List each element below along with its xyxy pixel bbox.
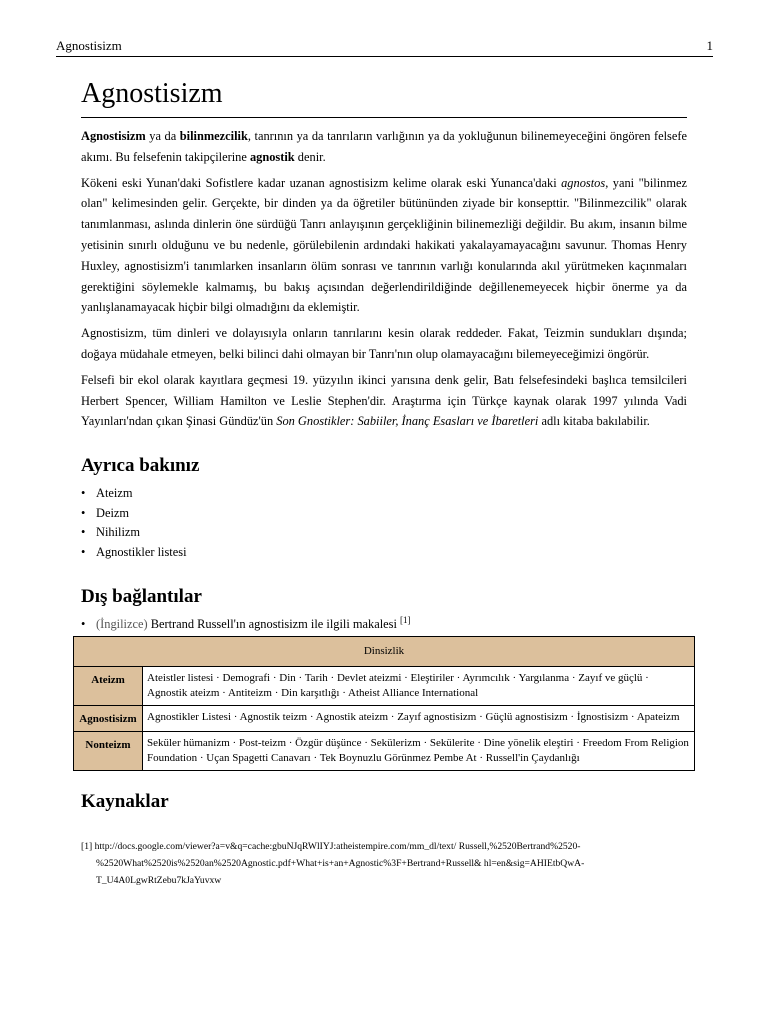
article-title: Agnostisizm — [81, 78, 687, 118]
history-text-b: adlı kitaba bakılabilir. — [538, 414, 650, 429]
navbox-list-nonteizm[interactable]: Seküler hümanizm · Post-teizm · Özgür düşünce · Sekülerizm · Sekülerite · Dine yönelik eleştiri · Freedom From Religion Foundation · Uçan Spagetti Canavarı · Tek Boynuzlu Görünmez Pembe At · Russell'in Çaydanlığı — [143, 732, 695, 771]
origin-italic-term: agnostos — [561, 175, 606, 190]
origin-text-b: , yani "bilinmez olan" kelimesinden gelir. Gerçekte, bir dinden ya da öğretiler bütününden ziyade bir konsepttir. "Bilinmezcilik" olarak tanımlanması, aslında dinlerin öne sürdüğü Tanrı anlayışının gerçekliğinin bilinemezliği değildir. Bu akım, insanın bilme yetisinin sınırlı olduğunu ve bu nedenle, görülebilenin ardındaki hakikati yakalayamayacağını savunur. Thomas Henry Huxley, agnostisizm'i tanımlarken insanların ölüm sonrası ve tanrının varlığı konularında akıl yürütmeken kaçınmaları gerektiğini söylemekle kalmamış, bu bakış açısından değerlendirildiğinde değillenemeyecek hiçbir önerme ya da yanlışlanamayacak hiçbir bilgi olmadığını da eklemiştir. — [81, 175, 687, 315]
see-also-link-ateizm[interactable]: Ateizm — [96, 486, 133, 501]
reference-number: [1] — [81, 841, 93, 852]
intro-text-2: , tanrının ya da tanrıların varlığının ya da yokluğunun bilinemeyeceğini öngören felsefe akımı. Bu felsefenin takipçilerine — [81, 129, 687, 164]
see-also-link-agnostikler[interactable]: Agnostikler listesi — [96, 544, 187, 559]
navbox-group-ateizm[interactable]: Ateizm — [74, 667, 143, 706]
navbox-row — [74, 732, 695, 771]
origin-paragraph — [81, 173, 687, 319]
reference-url[interactable]: http://docs.google.com/viewer?a=v&q=cache:gbuNJqRWlIYJ:atheistempire.com/mm_dl/text/ Russell,%2520Bertrand%2520-%2520What%2520is%2520an%2520Agnostic.pdf+What+is+an+Agnostic%3F+Bertrand+Russell& hl=en&sig=AHIEtbQwA-T_U4A0LgwRtZebu7kJaYuvxw — [94, 841, 585, 886]
see-also-item[interactable] — [81, 523, 687, 543]
see-also-link-deizm[interactable]: Deizm — [96, 505, 130, 520]
reference-item — [81, 838, 701, 889]
see-also-item[interactable] — [81, 543, 687, 563]
history-text-a: Felsefi bir ekol olarak kayıtlara geçmesi 19. yüzyılın ikinci yarısına denk gelir, Batı felsefesindeki başlıca temsilcileri Herbert Spencer, William Hamilton ve Leslie Stephen'dir. Araştırma için Türkçe kaynak olarak 1997 yılında Vadi Yayınları'ndan çıkan Şinasi Gündüz'ün — [81, 372, 687, 429]
references-heading: Kaynaklar — [81, 791, 169, 812]
navbox-list-agnostisizm[interactable]: Agnostikler Listesi · Agnostik teizm · Agnostik ateizm · Zayıf agnostisizm · Güçlü agnostisizm · İgnostisizm · Apateizm — [143, 706, 695, 732]
see-also-heading: Ayrıca bakınız — [81, 455, 200, 477]
article-content — [81, 78, 687, 634]
theism-paragraph: Agnostisizm, tüm dinleri ve dolayısıyla onların tanrılarını kesin olarak reddeder. Fakat, Teizmin sundukları dışında; doğaya müdahale etmeyen, belki bilinci dahi olmayan bir Tanrı'nın olup olamayacağını bilemeyeceğimizi öngörür. — [81, 326, 687, 361]
navbox-group-nonteizm[interactable]: Nonteizm — [74, 732, 143, 771]
running-header-title: Agnostisizm — [56, 38, 122, 53]
references-list — [81, 838, 701, 889]
see-also-item[interactable] — [81, 484, 687, 504]
external-link-item[interactable] — [81, 615, 687, 635]
intro-term-2: bilinmezcilik — [179, 129, 248, 143]
origin-text-a: Kökeni eski Yunan'daki Sofistlere kadar uzanan agnostisizm kelime olarak eski Yunanca'daki — [81, 175, 562, 190]
external-links-heading: Dış bağlantılar — [81, 585, 202, 607]
external-links-list — [81, 615, 687, 635]
intro-text-1: ya da — [145, 129, 180, 143]
history-paragraph — [81, 370, 687, 432]
external-link-text[interactable]: Bertrand Russell'ın agnostisizm ile ilgili makalesi — [147, 616, 401, 631]
reference-marker[interactable]: [1] — [400, 614, 411, 625]
navbox-row — [74, 706, 695, 732]
intro-paragraph — [81, 126, 687, 168]
navbox-dinsizlik — [73, 636, 695, 771]
navbox-group-agnostisizm[interactable]: Agnostisizm — [74, 706, 143, 732]
intro-text-3: denir. — [294, 149, 326, 164]
navbox-list-ateizm[interactable]: Ateistler listesi · Demografi · Din · Tarih · Devlet ateizmi · Eleştiriler · Ayrımcılık · Yargılanma · Zayıf ve güçlü · Agnostik ateizm · Antiteizm · Din karşıtlığı · Atheist Alliance International — [143, 667, 695, 706]
running-header — [56, 38, 713, 57]
intro-term: Agnostisizm — [81, 129, 146, 143]
see-also-link-nihilizm[interactable]: Nihilizm — [96, 525, 141, 540]
book-title: Son Gnostikler: Sabiiler, İnanç Esasları ve İbaretleri — [276, 414, 539, 429]
intro-term-3: agnostik — [249, 149, 295, 164]
navbox-row — [74, 667, 695, 706]
see-also-list — [81, 484, 687, 562]
see-also-item[interactable] — [81, 504, 687, 524]
page-number: 1 — [706, 38, 713, 53]
navbox-title[interactable]: Dinsizlik — [74, 637, 695, 667]
language-tag: (İngilizce) — [96, 616, 148, 631]
